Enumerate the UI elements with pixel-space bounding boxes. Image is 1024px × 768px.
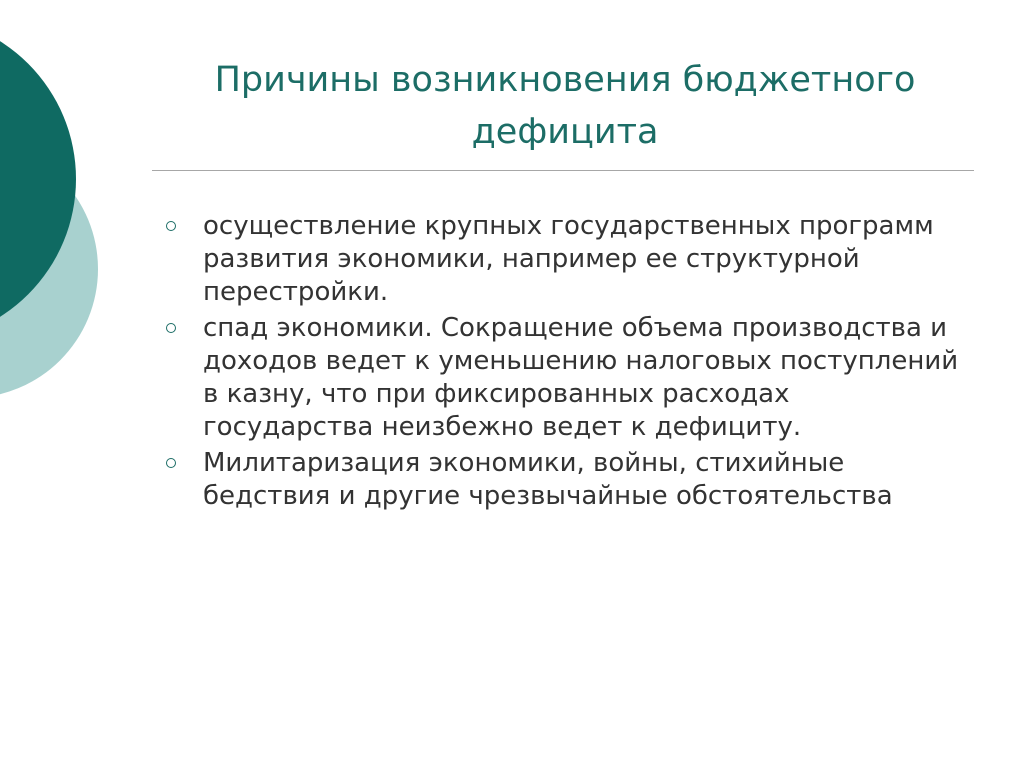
slide-title: Причины возникновения бюджетного дефицита xyxy=(214,60,916,152)
hollow-circle-bullet-icon xyxy=(166,221,176,231)
hollow-circle-bullet-icon xyxy=(166,323,176,333)
hollow-circle-bullet-icon xyxy=(166,458,176,468)
bullet-text: Милитаризация экономики, войны, стихийные бедствия и другие чрезвычайные обстоятельства xyxy=(203,448,893,511)
bullet-item xyxy=(160,447,960,513)
title-divider xyxy=(152,170,974,171)
bullet-item xyxy=(160,312,960,444)
bullet-list xyxy=(160,210,960,516)
bullet-text: спад экономики. Сокращение объема производства и доходов ведет к уменьшению налоговых поступлений в казну, что при фиксированных расходах государства неизбежно ведет к дефициту. xyxy=(203,313,959,442)
bullet-item xyxy=(160,210,960,309)
bullet-text: осуществление крупных государственных программ развития экономики, например ее структурной перестройки. xyxy=(203,211,934,307)
